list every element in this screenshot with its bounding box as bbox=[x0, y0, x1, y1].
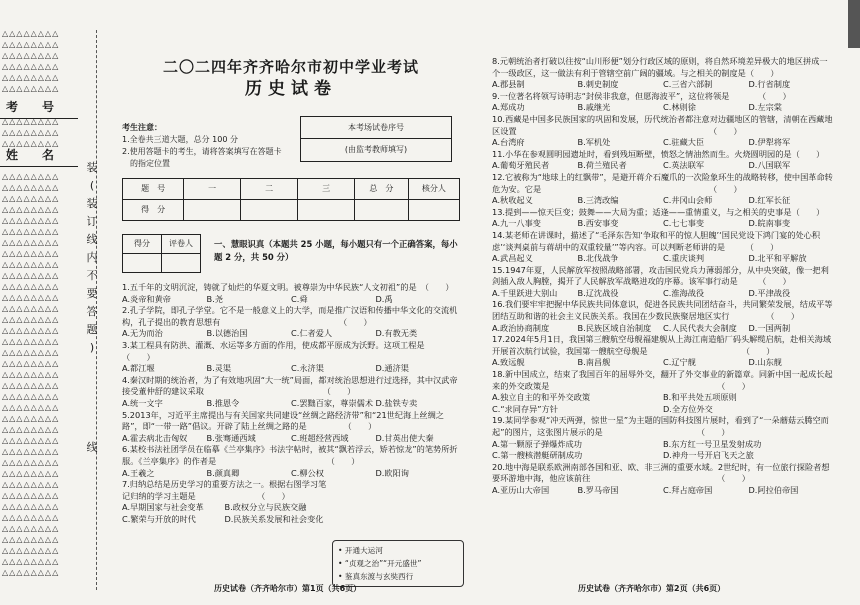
answer-option[interactable]: D.伊犁将军 bbox=[748, 137, 791, 148]
answer-option[interactable]: B.北伐战争 bbox=[577, 253, 619, 264]
answer-option[interactable]: A.无为而治 bbox=[122, 328, 163, 339]
answer-option[interactable]: D.平津战役 bbox=[748, 287, 791, 298]
answer-option[interactable]: B.和平共处五项原则 bbox=[663, 392, 737, 403]
question bbox=[492, 462, 834, 497]
score-table bbox=[122, 178, 460, 221]
question-options bbox=[492, 253, 834, 265]
triangle-pattern: △△△△△△△△ △△△△△△△△ △△△△△△△△ △△△△△△△△ △△△△△△△△ △△△△△△△△ △△△△△△△△ △△△△△△△△ △△△△△△△△ △△△△△△△△ △△△△△△△△ △△△△△△△△ △△△△△△△△ △△△△△△△△ △△△△△△△△ △△△△△△△△ △△△△△△△△ △△△△△△△△ △△△△△△△△ △△△△△△△△ △△△△△△△△ △△△△△△△△ △△△△△△△△ △△△△△△△△ △△△△△△△△ △△△△△△△△ △△△△△△△△ △△△△△△△△ △△△△△△△△ △△△△△△△△ △△△△△△△△ △△△△△△△△ △△△△△△△△ △△△△△△△△ △△△△△△△△ △△△△△△△△ △△△△△△△△ △△△△△△△△ △△△△△△△△ △△△△△△△△ △△△△△△△△ △△△△△△△△ △△△△△△△△ △△△△△△△△ △△△△△△△△ △△△△△△△△ bbox=[2, 29, 60, 577]
answer-option[interactable]: A.政治协商制度 bbox=[492, 322, 550, 333]
answer-option[interactable]: D.山东舰 bbox=[748, 357, 782, 368]
answer-option[interactable]: C.永济渠 bbox=[291, 363, 324, 374]
grader-box bbox=[122, 234, 201, 273]
answer-option[interactable]: D.左宗棠 bbox=[748, 102, 782, 113]
serial-number-box bbox=[300, 116, 452, 162]
question-options bbox=[492, 160, 834, 172]
question-stem: 6.某校书法社团学员在临摹《兰亭集序》书法字帖时，被其“飘若浮云，矫若惊龙”的笔势所折服。《兰亭集序》的作者是 （ ） bbox=[122, 444, 458, 466]
score-value-row bbox=[123, 200, 460, 221]
question bbox=[492, 207, 834, 230]
page-2-footer: 历史试卷（齐齐哈尔市）第2页（共6页） bbox=[578, 584, 726, 593]
question-options bbox=[122, 398, 460, 410]
score-cell[interactable] bbox=[355, 200, 409, 221]
grader-box-score-label: 得分 bbox=[123, 235, 162, 254]
score-cell[interactable] bbox=[298, 200, 355, 221]
question-options bbox=[122, 363, 460, 375]
answer-option[interactable]: A.炎帝和黄帝 bbox=[122, 293, 171, 304]
score-header: 题 号 bbox=[123, 179, 184, 200]
answer-option[interactable]: B.政权分立与民族交融 bbox=[224, 502, 307, 513]
question-stem: 19.某同学参观“冲天两弹，惊世一星”为主题的国防科技图片展时，看到了“一朵蘑菇云腾空而起”的图片，这张图片展示的是 （ ） bbox=[492, 415, 829, 437]
binding-char: 装 bbox=[86, 161, 98, 174]
answer-option[interactable]: B.罗马帝国 bbox=[577, 484, 619, 495]
question-stem: 15.1947年夏，人民解放军按照战略部署，攻击国民党兵力薄弱部分，从中央突破，像一把利剑插入敌人胸膛，揭开了人民解放军战略进攻的序幕。该军事行动是 （ ） bbox=[492, 264, 829, 287]
answer-option[interactable]: D.八国联军 bbox=[748, 160, 791, 171]
binding-char: 答 bbox=[86, 305, 98, 318]
answer-option[interactable]: B.辽沈战役 bbox=[577, 287, 619, 298]
answer-option[interactable]: A.早期国家与社会变革 bbox=[122, 502, 204, 513]
question bbox=[122, 305, 460, 340]
name-line bbox=[0, 166, 78, 167]
exam-number-line bbox=[0, 118, 78, 119]
question-options bbox=[492, 357, 834, 369]
question bbox=[492, 334, 834, 369]
study-note: • “贞观之治”“开元盛世” bbox=[338, 559, 422, 568]
question bbox=[492, 369, 834, 415]
answer-option[interactable]: C.人民代表大会制度 bbox=[663, 322, 737, 333]
study-note: • 开通大运河 bbox=[338, 546, 383, 555]
page-edge-tab bbox=[848, 0, 860, 48]
answer-option[interactable]: C.淮海战役 bbox=[663, 287, 705, 298]
exam-title: 二〇二四年齐齐哈尔市初中学业考试 bbox=[162, 58, 419, 76]
answer-option[interactable]: B.以德治国 bbox=[206, 328, 248, 339]
question-options bbox=[492, 195, 834, 207]
question-stem: 8.元朝统治者打破以往按“山川形便”划分行政区域的原则，将自然环境差异极大的地区拼成一个一级政区，这一做法有利于管辖空前广阔的疆域。与之相关的制度是（ ） bbox=[492, 56, 828, 78]
answer-option[interactable]: D.禹 bbox=[375, 293, 393, 304]
name-label: 姓 名 bbox=[6, 148, 55, 162]
question bbox=[122, 282, 460, 305]
question-stem: 18.新中国成立，结束了我国百年的屈辱外交，翻开了外交事业的新篇章。同新中国一起成长起来的外交政策是 （ ） bbox=[492, 369, 833, 391]
answer-option[interactable]: A.第一颗原子弹爆炸成功 bbox=[492, 438, 582, 449]
answer-option[interactable]: D.盐铁专卖 bbox=[375, 397, 418, 408]
binding-char: ( bbox=[89, 179, 95, 192]
answer-option[interactable]: C.英法联军 bbox=[663, 160, 705, 171]
binding-char: 线 bbox=[86, 441, 98, 454]
question bbox=[492, 172, 834, 207]
question-options bbox=[492, 439, 834, 451]
answer-option[interactable]: B.颜真卿 bbox=[206, 467, 240, 478]
notes-item: 1.全卷共三道大题，总分 100 分 bbox=[122, 135, 238, 144]
question-options bbox=[492, 485, 834, 497]
notes-item: 2.使用答题卡的考生，请将答案填写在答题卡 bbox=[122, 147, 282, 156]
answer-option[interactable]: A.霍去病北击匈奴 bbox=[122, 432, 188, 443]
answer-option[interactable]: B.民族区域自治制度 bbox=[577, 322, 652, 333]
answer-option[interactable]: C.罢黜百家，尊崇儒术 bbox=[291, 397, 374, 408]
question bbox=[492, 91, 834, 114]
question bbox=[492, 299, 834, 334]
answer-option[interactable]: A.都江堰 bbox=[122, 363, 155, 374]
question-options bbox=[492, 137, 834, 149]
question-options bbox=[492, 404, 834, 416]
study-notes-box bbox=[332, 540, 464, 587]
score-cell[interactable] bbox=[184, 200, 241, 221]
serial-box-note: (由监考教师填写) bbox=[344, 145, 408, 154]
answer-option[interactable]: C.“求同存异”方针 bbox=[492, 403, 558, 414]
answer-option[interactable]: C.繁荣与开放的时代 bbox=[122, 513, 196, 524]
question bbox=[122, 444, 460, 479]
answer-option[interactable]: A.秋收起义 bbox=[492, 195, 533, 206]
question-stem: 4.秦汉时期的统治者，为了有效地巩固“大一统”局面，都对统治思想进行过选择，其中汉武帝接受董仲舒的建议采取 （ ） bbox=[122, 374, 458, 397]
question-stem: 5.2013年，习近平主席提出与有关国家共同建设“丝绸之路经济带”和“21世纪海上丝绸之路”，即“一带一路”倡议。开辟了陆上丝绸之路的是 （ ） bbox=[122, 409, 444, 432]
question bbox=[492, 265, 834, 300]
question-stem: 13.提到——惊天巨变；鼓舞——大局为重；适逢——重情重义，与之相关的史事是（ ） bbox=[492, 206, 825, 217]
answer-option[interactable]: C.柳公权 bbox=[291, 467, 324, 478]
question-stem: 12.它被称为“地球上的红飘带”，是避开蒋介石魔爪的一次险象环生的战略转移，使中国革命转危为安。它是 （ ） bbox=[492, 171, 833, 194]
binding-char: 装 bbox=[86, 197, 98, 210]
question bbox=[492, 149, 834, 172]
answer-option[interactable]: C.拜占庭帝国 bbox=[663, 484, 713, 495]
exam-subject: 历史试卷 bbox=[245, 78, 337, 99]
question bbox=[492, 415, 834, 461]
answer-option[interactable]: A.致远舰 bbox=[492, 357, 525, 368]
score-row-label: 得 分 bbox=[123, 200, 184, 221]
answer-option[interactable]: D.通济渠 bbox=[375, 363, 409, 374]
grader-box-cell[interactable] bbox=[162, 254, 201, 273]
page-2-questions bbox=[492, 56, 834, 497]
page-1-footer: 历史试卷（齐齐哈尔市）第1页（共6页） bbox=[214, 584, 362, 593]
answer-option[interactable]: B.南昌舰 bbox=[577, 357, 611, 368]
answer-option[interactable]: D.民族关系发展和社会变化 bbox=[224, 513, 324, 524]
question-stem: 7.归纳总结是历史学习的重要方法之一。根据右图学习笔记归纳的学习主题是 （ ） bbox=[122, 479, 327, 501]
question-stem: 16.我们要牢牢把握中华民族共同体意识，促进各民族共同团结奋斗，共同繁荣发展，结成平等团结互助和谐的社会主义民族关系。我国在少数民族聚居地区实行 （ ） bbox=[492, 299, 833, 322]
binding-char: 题 bbox=[86, 323, 98, 336]
answer-option[interactable]: B.推恩令 bbox=[206, 397, 240, 408]
question-options bbox=[492, 102, 834, 114]
question-options bbox=[492, 79, 834, 91]
answer-option[interactable]: B.戚继光 bbox=[577, 102, 611, 113]
question-options bbox=[122, 514, 327, 526]
answer-option[interactable]: D.有教无类 bbox=[375, 328, 418, 339]
notes-title: 考生注意： bbox=[122, 123, 162, 132]
answer-option[interactable]: D.皖南事变 bbox=[748, 218, 791, 229]
question-options bbox=[122, 502, 327, 514]
answer-option[interactable]: C.舜 bbox=[291, 293, 308, 304]
question-options bbox=[492, 288, 834, 300]
question bbox=[492, 114, 834, 149]
candidate-notes bbox=[122, 122, 302, 170]
answer-option[interactable]: B.尧 bbox=[206, 293, 223, 304]
answer-option[interactable]: A.亚历山大帝国 bbox=[492, 484, 550, 495]
score-cell[interactable] bbox=[241, 200, 298, 221]
answer-option[interactable]: D.一国两制 bbox=[748, 322, 791, 333]
question-options bbox=[492, 218, 834, 230]
question-stem: 10.西藏是中国多民族国家的巩固和发展，历代统治者都注意对边疆地区的管辖，清朝在西藏地区设置 （ ） bbox=[492, 113, 833, 136]
question-options bbox=[122, 294, 460, 306]
answer-option[interactable]: A.葡萄牙殖民者 bbox=[492, 160, 550, 171]
score-header: 核分人 bbox=[408, 179, 459, 200]
answer-option[interactable]: B.荷兰殖民者 bbox=[577, 160, 627, 171]
answer-option[interactable]: C.重庆谈判 bbox=[663, 253, 705, 264]
answer-option[interactable]: B.西安事变 bbox=[577, 218, 619, 229]
question bbox=[492, 230, 834, 265]
question bbox=[122, 479, 327, 525]
answer-option[interactable]: A.台湾府 bbox=[492, 137, 525, 148]
score-header: 一 bbox=[184, 179, 241, 200]
binding-char: 内 bbox=[86, 251, 98, 264]
question-options bbox=[122, 328, 460, 340]
answer-option[interactable]: A.九一八事变 bbox=[492, 218, 541, 229]
study-note: • 鉴真东渡与玄奘西行 bbox=[338, 572, 414, 581]
answer-option[interactable]: C.驻藏大臣 bbox=[663, 137, 705, 148]
question-stem: 2.孔子学院，即孔子学堂。它不是一般意义上的大学，而是推广汉语和传播中华文化的交流机构，孔子提出的教育思想有 （ ） bbox=[122, 305, 458, 327]
question-options bbox=[122, 433, 460, 445]
answer-option[interactable]: A.武昌起义 bbox=[492, 253, 533, 264]
question-stem: 17.2024年5月1日，我国第三艘航空母舰福建舰从上海江南造船厂码头解缆启航，赴相关海域开展首次航行试验，我国第一艘航空母舰是 （ ） bbox=[492, 334, 832, 356]
serial-box-label: 本考场试卷序号 bbox=[301, 117, 451, 139]
question-stem: 9.一位著名将领写诗明志“封侯非我意，但愿海波平”，这位将领是 （ ） bbox=[492, 90, 791, 101]
score-header: 三 bbox=[298, 179, 355, 200]
answer-option[interactable]: A.统一文字 bbox=[122, 397, 163, 408]
answer-option[interactable]: C.班超经营西域 bbox=[291, 432, 349, 443]
question bbox=[122, 410, 460, 445]
answer-option[interactable]: A.郑成功 bbox=[492, 102, 525, 113]
question-options bbox=[492, 392, 834, 404]
answer-option[interactable]: B.三湾改编 bbox=[577, 195, 619, 206]
question bbox=[492, 56, 834, 91]
binding-char: 不 bbox=[86, 269, 98, 282]
question-stem: 1.五千年的文明沉淀，铸就了灿烂的华夏文明。被尊崇为中华民族“人文初祖”的是 （ ） bbox=[122, 282, 454, 292]
answer-option[interactable]: A.独立自主的和平外交政策 bbox=[492, 392, 591, 403]
score-cell[interactable] bbox=[408, 200, 459, 221]
question-stem: 3.某工程具有防洪、灌溉、水运等多方面的作用，使成都平原成为沃野。这项工程是 （ ） bbox=[122, 339, 638, 362]
answer-option[interactable]: B.刺史制度 bbox=[577, 79, 619, 90]
answer-option[interactable]: D.行省制度 bbox=[748, 79, 791, 90]
section-1-title: 一、慧眼识真（本题共 25 小题，每小题只有一个正确答案，每小题 2 分，共 50 分） bbox=[214, 239, 458, 262]
answer-option[interactable]: C.辽宁舰 bbox=[663, 357, 696, 368]
answer-option[interactable]: C.三省六部制 bbox=[663, 79, 713, 90]
answer-option[interactable]: B.东方红一号卫星发射成功 bbox=[663, 438, 762, 449]
answer-option[interactable]: D.阿拉伯帝国 bbox=[748, 484, 799, 495]
answer-option[interactable]: A.郡县制 bbox=[492, 79, 525, 90]
answer-option[interactable]: B.灵渠 bbox=[206, 363, 232, 374]
answer-option[interactable]: C.七七事变 bbox=[663, 218, 705, 229]
grader-box-cell[interactable] bbox=[123, 254, 162, 273]
answer-option[interactable]: D.全方位外交 bbox=[663, 403, 713, 414]
binding-char: ) bbox=[89, 341, 95, 354]
question-stem: 14.某老师在讲课时，描述了“毛泽东告知‘争取和平的惊人胆魄’‘国民党设下鸿门宴的处心积虑’‘谈判桌前与蒋胡中的双重较量’”等内容。可以判断老师讲的是 （ ） bbox=[492, 229, 821, 252]
section-1-header bbox=[122, 234, 462, 273]
question-stem: 20.地中海是联系欧洲南部各国和亚、欧、非三洲的重要水域。2世纪时，有一位旅行探险者想要环游地中海，他应该前往 （ ） bbox=[492, 461, 830, 484]
answer-option[interactable]: C.第一艘核潜艇研制成功 bbox=[492, 450, 583, 461]
binding-char: 订 bbox=[86, 215, 98, 228]
notes-item: 的指定位置 bbox=[122, 159, 170, 168]
score-header: 二 bbox=[241, 179, 298, 200]
score-header-row bbox=[123, 179, 460, 200]
answer-option[interactable]: C.仁者爱人 bbox=[291, 328, 333, 339]
answer-option[interactable]: D.红军长征 bbox=[748, 195, 791, 206]
answer-option[interactable]: B.军机处 bbox=[577, 137, 611, 148]
grader-box-grader-label: 评卷人 bbox=[162, 235, 201, 254]
answer-option[interactable]: A.千里跃进大别山 bbox=[492, 287, 558, 298]
question-options bbox=[492, 450, 834, 462]
question-options bbox=[492, 323, 834, 335]
answer-option[interactable]: B.张骞通西域 bbox=[206, 432, 256, 443]
binding-strip bbox=[0, 0, 100, 605]
question-stem: 11.小华在参观圆明园遗址时，看到残垣断壁，愤怒之情油然而生。火烧圆明园的是（ ） bbox=[492, 148, 825, 159]
binding-char: 要 bbox=[86, 287, 98, 300]
question bbox=[122, 375, 460, 410]
answer-option[interactable]: D.欧阳询 bbox=[375, 467, 409, 478]
question-options bbox=[122, 468, 460, 480]
answer-option[interactable]: C.林则徐 bbox=[663, 102, 696, 113]
score-header: 总 分 bbox=[355, 179, 409, 200]
answer-option[interactable]: C.井冈山会师 bbox=[663, 195, 713, 206]
answer-option[interactable]: D.神舟一号开启飞天之旅 bbox=[663, 450, 754, 461]
answer-option[interactable]: D.甘英出使大秦 bbox=[375, 432, 434, 443]
answer-option[interactable]: A.王羲之 bbox=[122, 467, 155, 478]
binding-char: 线 bbox=[86, 233, 98, 246]
answer-option[interactable]: D.北平和平解放 bbox=[748, 253, 807, 264]
exam-number-label: 考 号 bbox=[6, 100, 55, 114]
